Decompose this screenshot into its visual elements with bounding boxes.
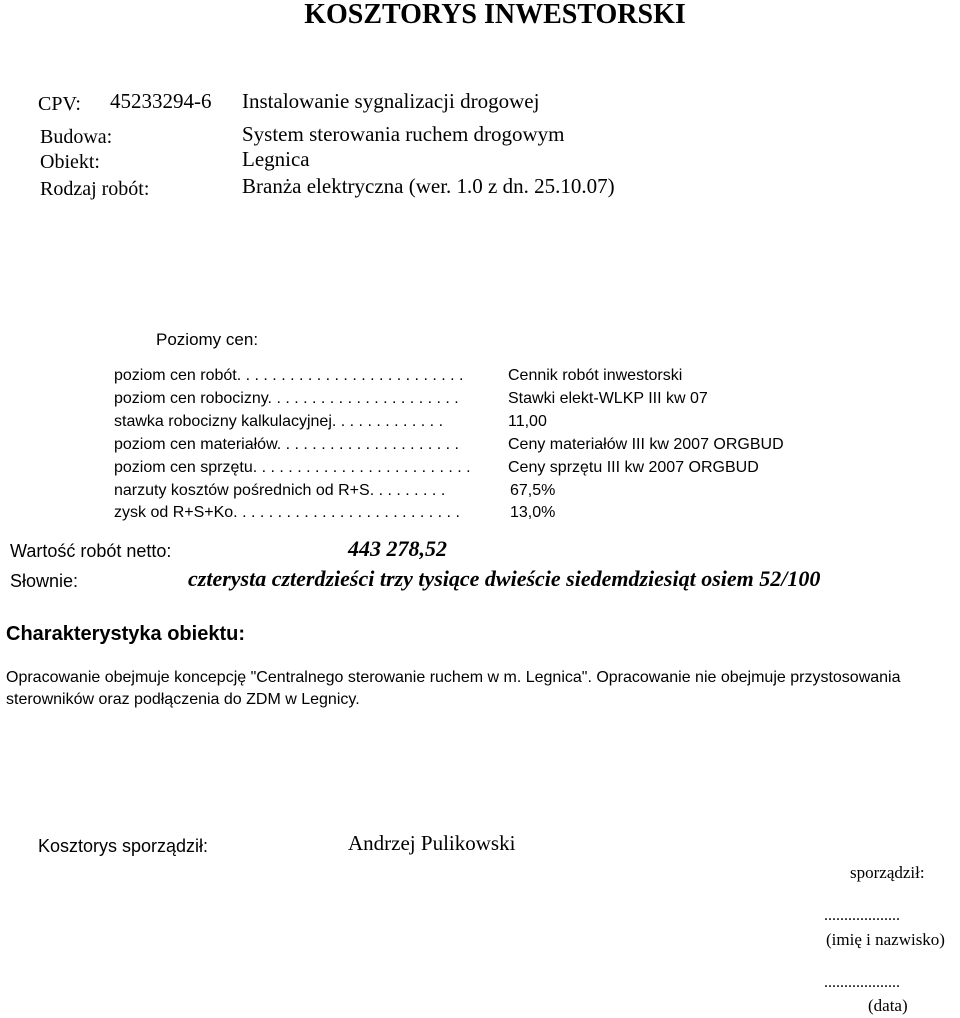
rodzaj-label: Rodzaj robót: xyxy=(40,178,150,200)
document-title: KOSZTORYS INWESTORSKI xyxy=(304,0,686,30)
rodzaj-value: Branża elektryczna (wer. 1.0 z dn. 25.10.07) xyxy=(242,174,615,198)
slownie-label: Słownie: xyxy=(10,571,79,591)
poziom-row-value: Cennik robót inwestorski xyxy=(508,367,683,384)
cpv-label: CPV: xyxy=(38,93,81,115)
signature-line: ................... xyxy=(824,907,900,924)
charakterystyka-heading: Charakterystyka obiektu: xyxy=(6,623,245,645)
poziom-row-value: Stawki elekt-WLKP III kw 07 xyxy=(508,390,708,407)
poziom-row-label: poziom cen robót. . . . . . . . . . . . . . . . . . . . . . . . . . xyxy=(114,367,464,384)
sporzadzil-name: Andrzej Pulikowski xyxy=(348,831,516,855)
poziom-row-label: poziom cen robocizny. . . . . . . . . . . . . . . . . . . . . . xyxy=(114,390,459,407)
poziom-row-value: 67,5% xyxy=(510,482,556,499)
poziom-row-label: poziom cen materiałów. . . . . . . . . . . . . . . . . . . . . xyxy=(114,436,459,453)
poziom-row-label: poziom cen sprzętu. . . . . . . . . . . . . . . . . . . . . . . . . xyxy=(114,459,471,476)
poziom-row-value: Ceny materiałów III kw 2007 ORGBUD xyxy=(508,436,784,453)
poziom-row-label: narzuty kosztów pośrednich od R+S. . . . . . . . . xyxy=(114,482,446,499)
wartosc-value: 443 278,52 xyxy=(348,536,447,561)
cpv-code: 45233294-6 xyxy=(110,89,212,113)
budowa-label: Budowa: xyxy=(40,126,113,148)
cpv-name: Instalowanie sygnalizacji drogowej xyxy=(242,89,540,113)
slownie-value: czterysta czterdzieści trzy tysiące dwieście siedemdziesiąt osiem 52/100 xyxy=(188,566,821,591)
poziom-row-label: stawka robocizny kalkulacyjnej. . . . . . . . . . . . . xyxy=(114,413,444,430)
imie-label: (imię i nazwisko) xyxy=(826,930,945,949)
wartosc-label: Wartość robót netto: xyxy=(10,541,172,561)
right-sporzadzil-label: sporządził: xyxy=(850,863,925,882)
date-line: ................... xyxy=(824,974,900,991)
budowa-value: System sterowania ruchem drogowym xyxy=(242,122,565,146)
poziom-row-value: Ceny sprzętu III kw 2007 ORGBUD xyxy=(508,459,759,476)
data-label: (data) xyxy=(868,996,908,1015)
charakterystyka-text: Opracowanie obejmuje koncepcję "Centralnego sterowanie ruchem w m. Legnica". Opracowanie nie obejmuje przystosowania sterowników oraz podłączenia do ZDM w Legnicy. xyxy=(6,669,901,708)
obiekt-value: Legnica xyxy=(242,147,310,171)
poziomy-heading: Poziomy cen: xyxy=(156,330,259,349)
poziom-row-value: 13,0% xyxy=(510,504,556,521)
poziom-row-value: 11,00 xyxy=(508,413,547,430)
obiekt-label: Obiekt: xyxy=(40,151,100,173)
poziom-row-label: zysk od R+S+Ko. . . . . . . . . . . . . . . . . . . . . . . . . . xyxy=(114,504,460,521)
sporzadzil-label: Kosztorys sporządził: xyxy=(38,836,209,856)
